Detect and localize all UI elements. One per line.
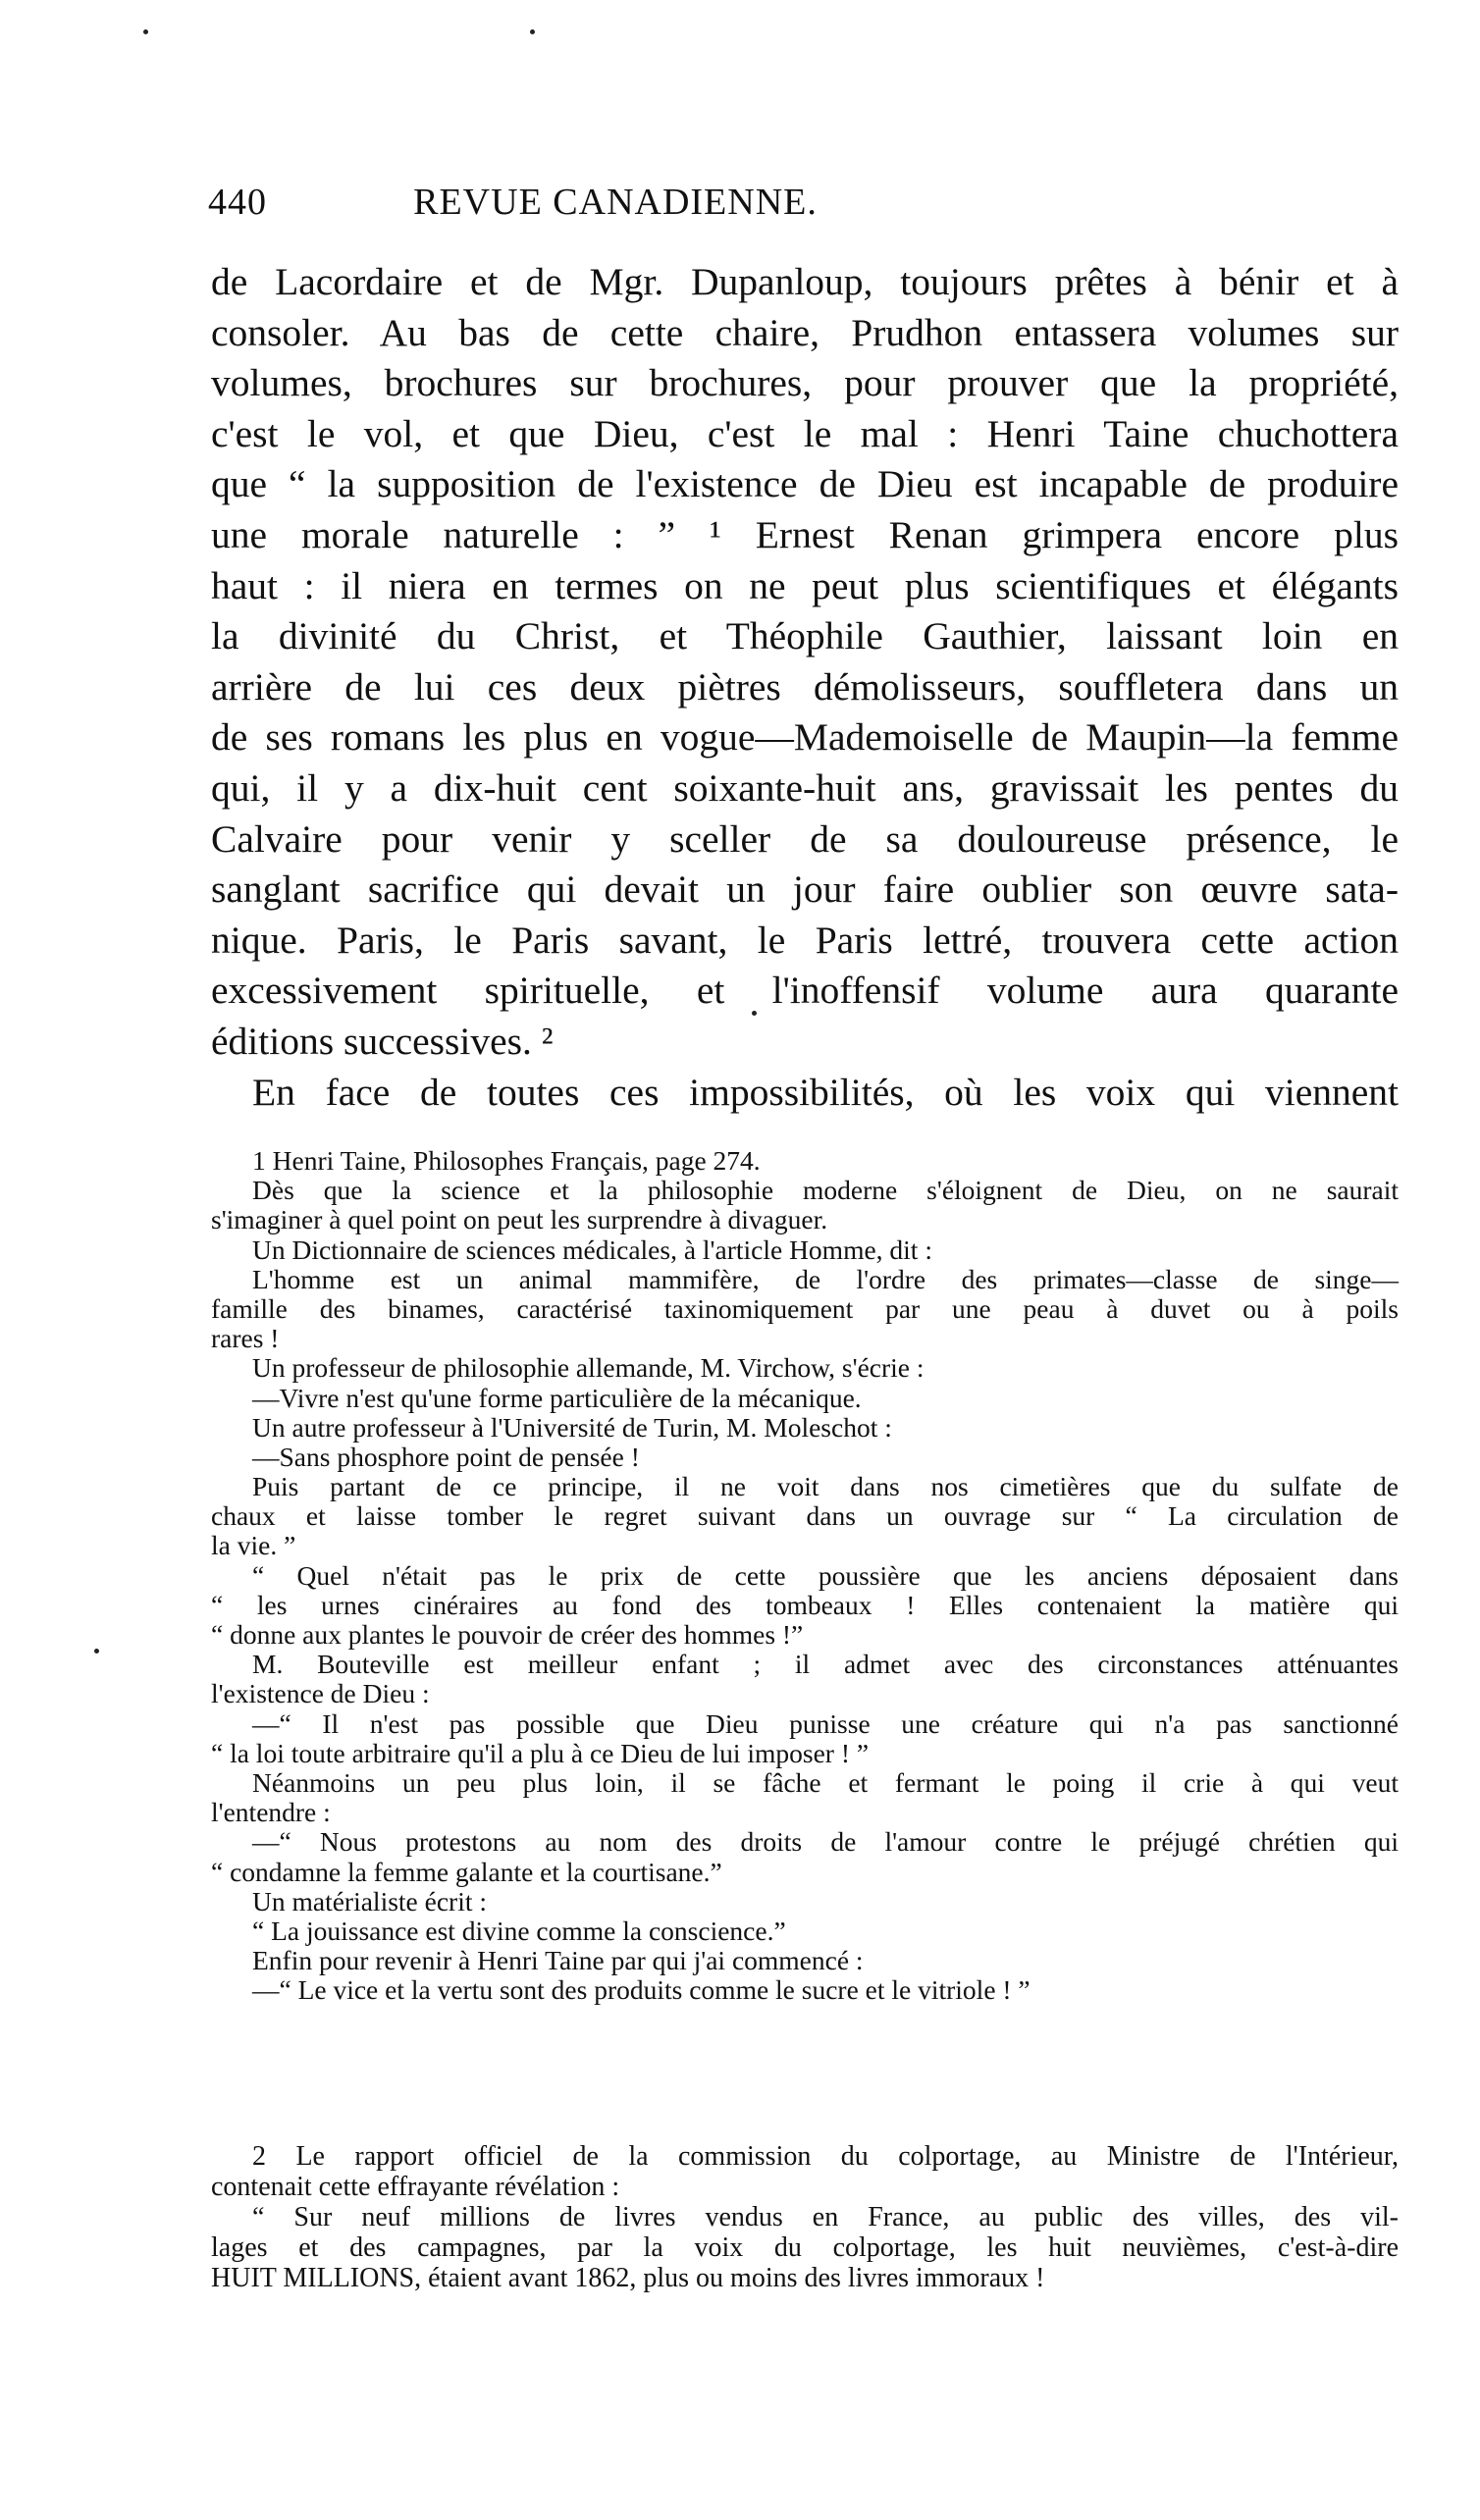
footnote-line: 1 Henri Taine, Philosophes Français, page 274.: [252, 1145, 761, 1176]
print-speck: [94, 1649, 99, 1654]
footnote-line: Néanmoins un peu plus loin, il se fâche et fermant le poing il crie à qui veut: [252, 1766, 1399, 1798]
footnote-line: l'entendre :: [211, 1797, 331, 1828]
footnote-line: Un professeur de philosophie allemande, M. Virchow, s'écrie :: [252, 1352, 925, 1384]
footnote-line: —Sans phosphore point de pensée !: [252, 1441, 640, 1472]
body-line: haut : il niera en termes on ne peut plus scientifiques et élégants: [211, 563, 1399, 607]
body-line: Calvaire pour venir y sceller de sa douloureuse présence, le: [211, 816, 1399, 861]
body-line: En face de toutes ces impossibilités, où les voix qui viennent: [252, 1070, 1399, 1114]
body-line: consoler. Au bas de cette chaire, Prudhon entassera volumes sur: [211, 310, 1399, 354]
footnote-line: —“ Nous protestons au nom des droits de l'amour contre le préjugé chrétien qui: [252, 1826, 1399, 1858]
footnote-line: “ donne aux plantes le pouvoir de créer des hommes !”: [211, 1619, 804, 1650]
body-line: que “ la supposition de l'existence de Dieu est incapable de produire: [211, 462, 1399, 506]
footnote-line: la vie. ”: [211, 1530, 296, 1561]
print-speck: [530, 29, 535, 34]
footnote-line: “ la loi toute arbitraire qu'il a plu à ce Dieu de lui imposer ! ”: [211, 1737, 870, 1768]
body-line: c'est le vol, et que Dieu, c'est le mal : Henri Taine chuchottera: [211, 411, 1399, 455]
body-text: [211, 257, 1399, 1118]
page-header: [208, 175, 1023, 234]
body-line: sanglant sacrifice qui devait un jour faire oublier son œuvre sata-: [211, 867, 1399, 912]
footnote-1: [211, 1146, 1399, 2005]
print-speck: [143, 29, 148, 34]
footnote-line: rares !: [211, 1323, 280, 1354]
footnote-line: Un matérialiste écrit :: [252, 1885, 488, 1916]
page-number: 440: [208, 182, 267, 223]
footnote-line: “ La jouissance est divine comme la conscience.”: [252, 1915, 786, 1946]
footnote-line: HUIT MILLIONS, étaient avant 1862, plus ou moins des livres immoraux !: [211, 2263, 1045, 2293]
footnote-line: 2 Le rapport officiel de la commission du colportage, au Ministre de l'Intérieur,: [252, 2141, 1399, 2172]
running-title: REVUE CANADIENNE.: [413, 182, 818, 223]
footnote-line: l'existence de Dieu :: [211, 1678, 430, 1709]
footnote-line: —“ Le vice et la vertu sont des produits comme le sucre et le vitriole ! ”: [252, 1974, 1031, 2006]
footnote-line: L'homme est un animal mammifère, de l'ordre des primates—classe de singe—: [252, 1263, 1399, 1294]
footnote-line: M. Bouteville est meilleur enfant ; il admet avec des circonstances atténuantes: [252, 1649, 1399, 1680]
body-line: de Lacordaire et de Mgr. Dupanloup, toujours prêtes à bénir et à: [211, 260, 1399, 303]
body-line: volumes, brochures sur brochures, pour prouver que la propriété,: [211, 361, 1399, 405]
footnote-line: “ Sur neuf millions de livres vendus en France, au public des villes, des vil-: [252, 2202, 1399, 2232]
footnote-line: chaux et laisse tomber le regret suivant dans un ouvrage sur “ La circulation de: [211, 1500, 1399, 1532]
body-line: la divinité du Christ, et Théophile Gauthier, laissant loin en: [211, 614, 1399, 658]
footnote-line: Dès que la science et la philosophie moderne s'éloignent de Dieu, on ne saurait: [252, 1175, 1399, 1206]
body-line: une morale naturelle : ” ¹ Ernest Renan grimpera encore plus: [211, 512, 1399, 556]
footnote-line: Un Dictionnaire de sciences médicales, à l'article Homme, dit :: [252, 1234, 932, 1265]
footnote-line: Un autre professeur à l'Université de Turin, M. Moleschot :: [252, 1411, 892, 1443]
footnote-2: [211, 2141, 1399, 2293]
footnote-line: “ les urnes cinéraires au fond des tombeaux ! Elles contenaient la matière qui: [211, 1589, 1399, 1620]
footnote-line: —“ Il n'est pas possible que Dieu punisse une créature qui n'a pas sanctionné: [252, 1707, 1399, 1739]
body-line: arrière de lui ces deux piètres démolisseurs, souffletera dans un: [211, 664, 1399, 709]
footnote-line: famille des binames, caractérisé taxinomiquement par une peau à duvet ou à poils: [211, 1292, 1399, 1324]
body-line: nique. Paris, le Paris savant, le Paris lettré, trouvera cette action: [211, 918, 1399, 962]
footnote-line: —Vivre n'est qu'une forme particulière de la mécanique.: [252, 1382, 862, 1413]
body-line: éditions successives. ²: [211, 1019, 554, 1063]
body-line: excessivement spirituelle, et l'inoffensif volume aura quarante: [211, 969, 1399, 1013]
body-line: de ses romans les plus en vogue—Mademoiselle de Maupin—la femme: [211, 715, 1399, 760]
footnote-line: Puis partant de ce principe, il ne voit dans nos cimetières que du sulfate de: [252, 1471, 1399, 1502]
footnote-line: lages et des campagnes, par la voix du colportage, les huit neuvièmes, c'est-à-dire: [211, 2232, 1399, 2263]
footnote-line: “ Quel n'était pas le prix de cette poussière que les anciens déposaient dans: [252, 1559, 1399, 1591]
footnote-line: Enfin pour revenir à Henri Taine par qui j'ai commencé :: [252, 1945, 864, 1976]
body-line: qui, il y a dix-huit cent soixante-huit ans, gravissait les pentes du: [211, 765, 1399, 810]
footnote-line: s'imaginer à quel point on peut les surprendre à divaguer.: [211, 1204, 828, 1235]
footnote-line: “ condamne la femme galante et la courtisane.”: [211, 1856, 722, 1887]
footnote-line: contenait cette effrayante révélation :: [211, 2172, 620, 2202]
